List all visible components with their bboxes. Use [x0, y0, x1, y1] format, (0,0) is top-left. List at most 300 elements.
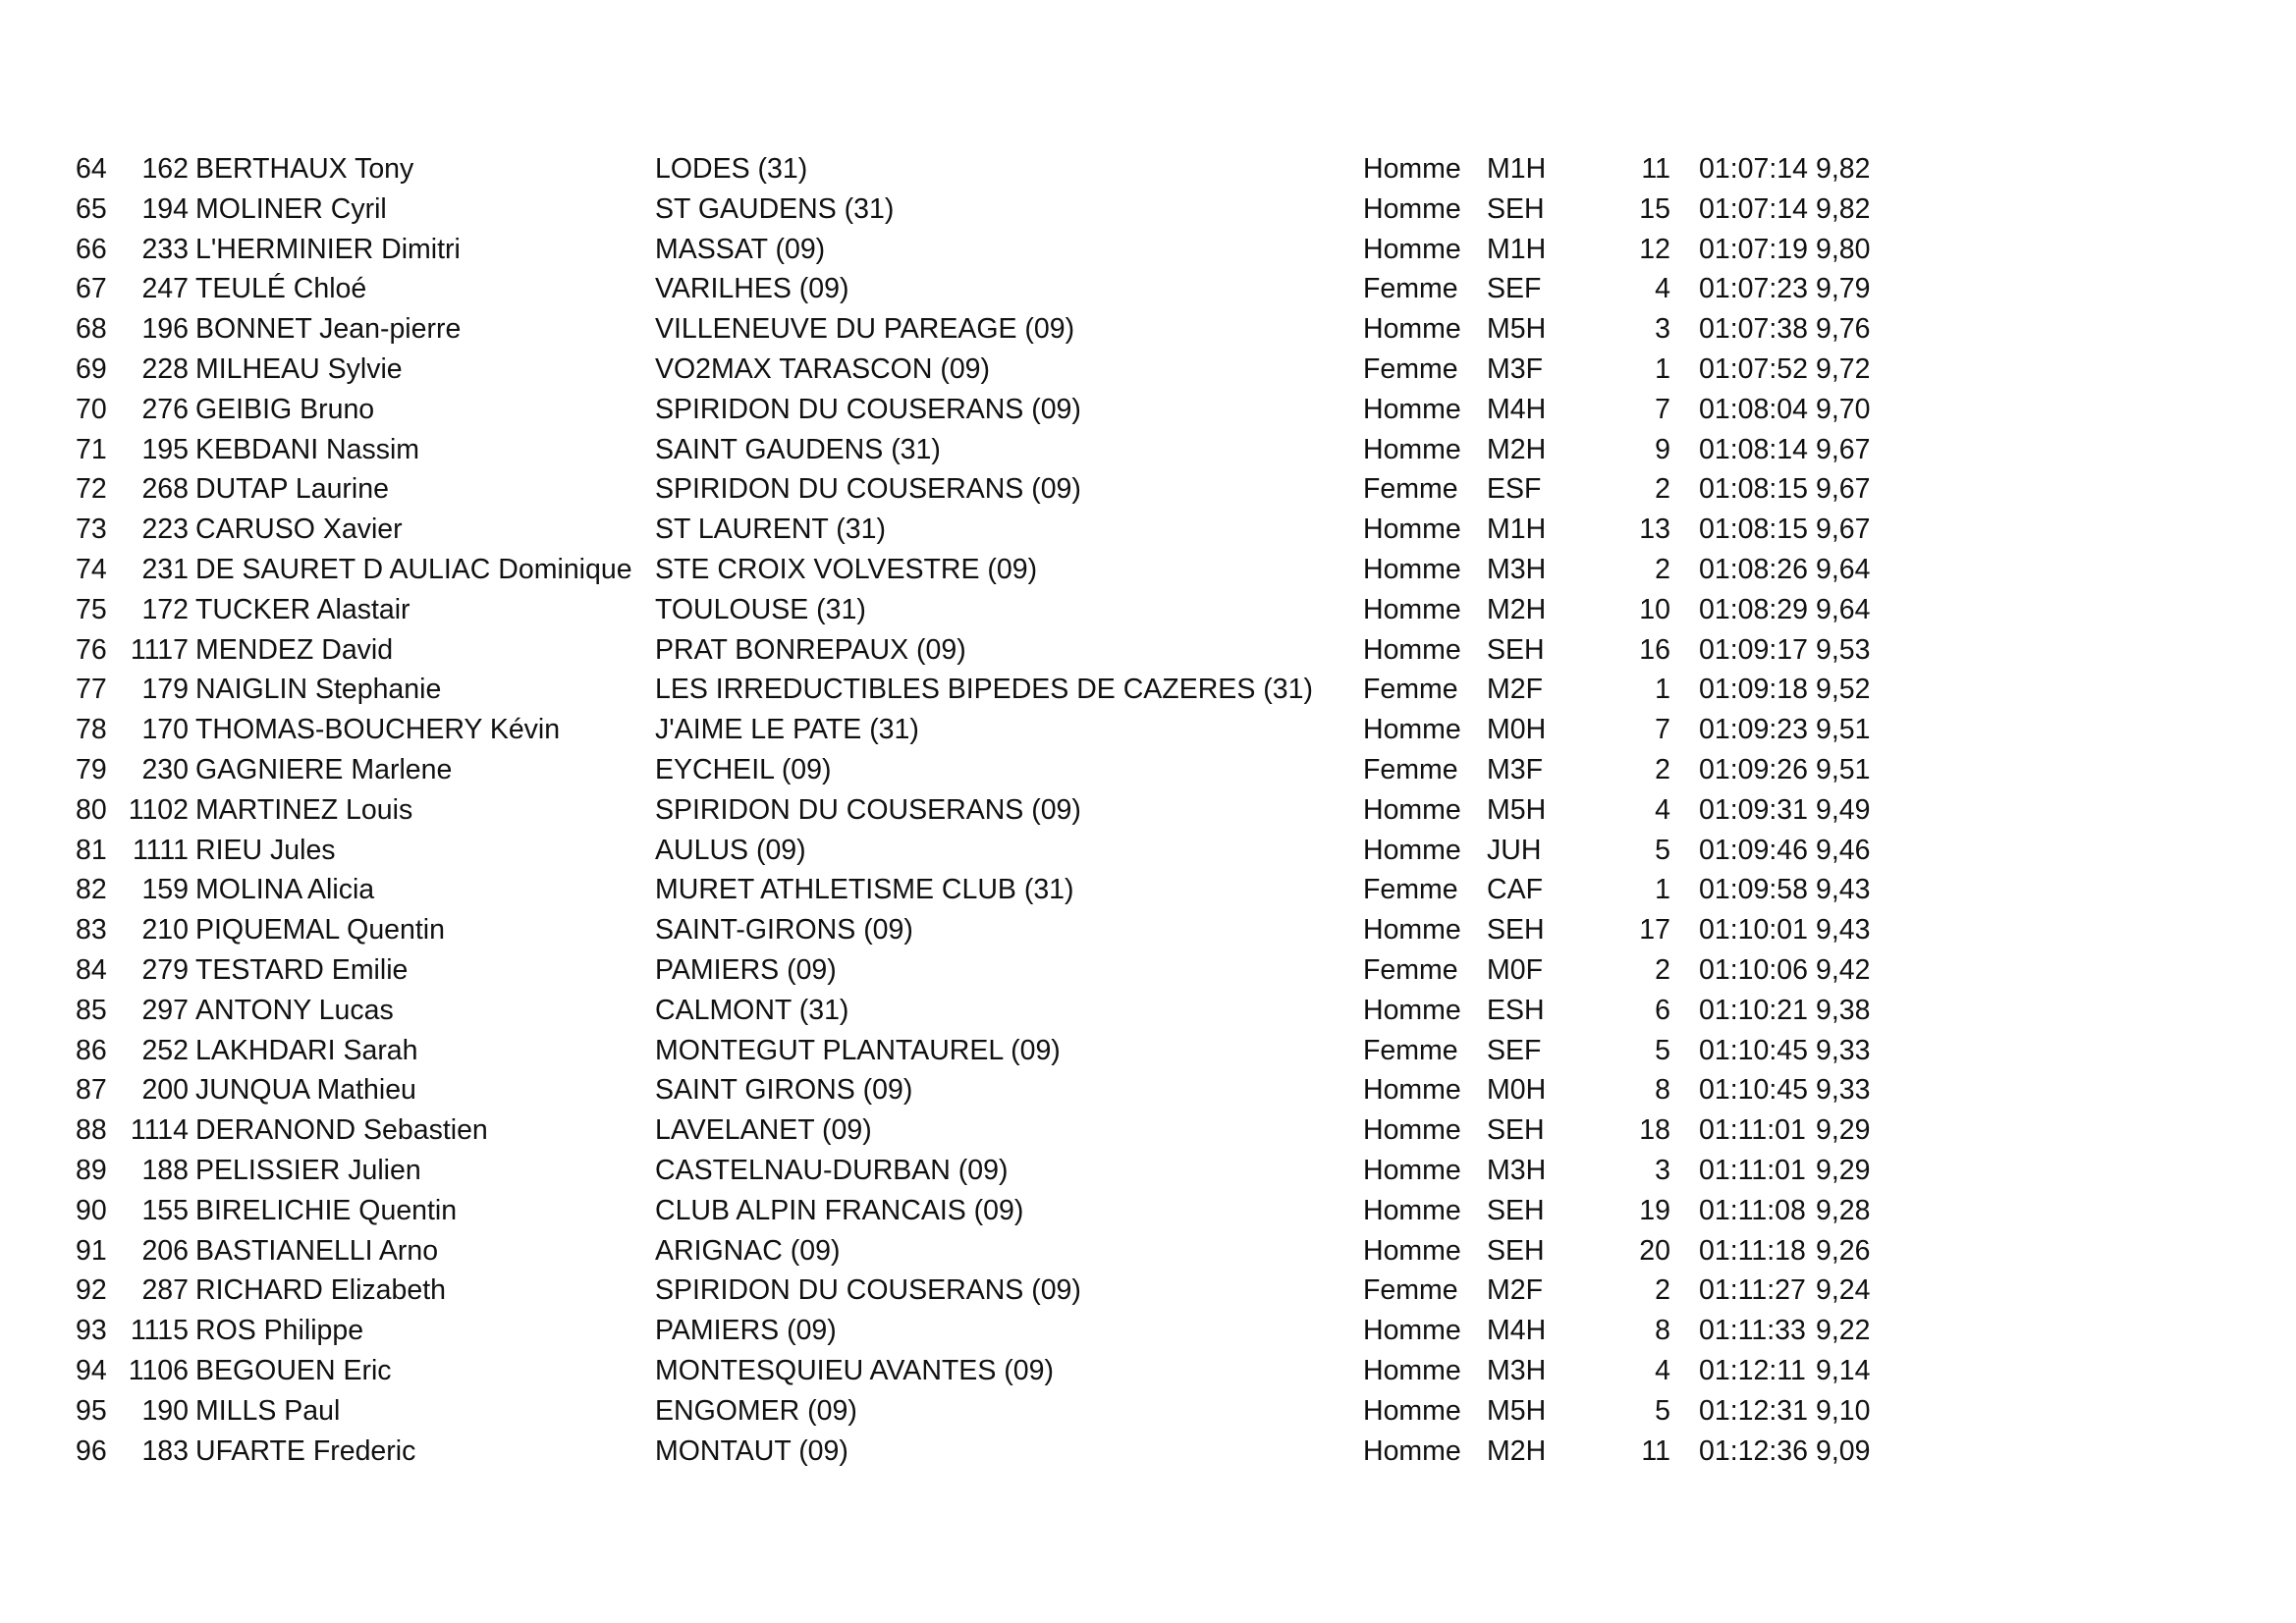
- average-speed: 9,43: [1816, 874, 1871, 906]
- sex: Homme: [1363, 1434, 1461, 1467]
- club-city: AULUS (09): [655, 834, 806, 866]
- club-city: LAVELANET (09): [655, 1114, 872, 1147]
- category: SEH: [1487, 1114, 1545, 1147]
- result-row: [0, 910, 2296, 950]
- overall-rank: 90: [76, 1194, 107, 1226]
- average-speed: 9,46: [1816, 834, 1871, 866]
- sex: Femme: [1363, 874, 1458, 906]
- runner-name: BERTHAUX Tony: [195, 153, 414, 185]
- category: M5H: [1487, 1394, 1547, 1427]
- club-city: VARILHES (09): [655, 273, 849, 305]
- bib-number: 233: [141, 233, 189, 265]
- category-rank: 12: [1639, 233, 1670, 265]
- average-speed: 9,24: [1816, 1274, 1871, 1307]
- result-row: [0, 790, 2296, 831]
- club-city: MASSAT (09): [655, 233, 826, 265]
- runner-name: GAGNIERE Marlene: [195, 753, 453, 785]
- runner-name: PIQUEMAL Quentin: [195, 914, 445, 947]
- runner-name: MILHEAU Sylvie: [195, 352, 403, 385]
- category-rank: 5: [1655, 1394, 1670, 1427]
- finish-time: 01:07:19: [1699, 233, 1808, 265]
- sex: Homme: [1363, 433, 1461, 465]
- runner-name: UFARTE Frederic: [195, 1434, 416, 1467]
- sex: Homme: [1363, 514, 1461, 546]
- bib-number: 159: [141, 874, 189, 906]
- sex: Homme: [1363, 553, 1461, 585]
- finish-time: 01:08:26: [1699, 553, 1808, 585]
- category: M0F: [1487, 953, 1543, 986]
- finish-time: 01:08:04: [1699, 393, 1808, 425]
- bib-number: 195: [141, 433, 189, 465]
- results-table: [0, 149, 2296, 1471]
- bib-number: 200: [141, 1074, 189, 1107]
- club-city: MONTESQUIEU AVANTES (09): [655, 1354, 1054, 1386]
- runner-name: TESTARD Emilie: [195, 953, 409, 986]
- result-row: [0, 510, 2296, 550]
- result-row: [0, 710, 2296, 750]
- sex: Homme: [1363, 153, 1461, 185]
- overall-rank: 91: [76, 1234, 107, 1267]
- average-speed: 9,72: [1816, 352, 1871, 385]
- finish-time: 01:08:14: [1699, 433, 1808, 465]
- runner-name: TUCKER Alastair: [195, 593, 410, 625]
- club-city: ENGOMER (09): [655, 1394, 857, 1427]
- bib-number: 179: [141, 674, 189, 706]
- club-city: SAINT GIRONS (09): [655, 1074, 913, 1107]
- average-speed: 9,79: [1816, 273, 1871, 305]
- average-speed: 9,28: [1816, 1194, 1871, 1226]
- result-row: [0, 390, 2296, 430]
- sex: Homme: [1363, 1154, 1461, 1186]
- club-city: ST LAURENT (31): [655, 514, 886, 546]
- result-row: [0, 831, 2296, 871]
- sex: Homme: [1363, 1234, 1461, 1267]
- bib-number: 276: [141, 393, 189, 425]
- category-rank: 5: [1655, 1034, 1670, 1066]
- finish-time: 01:07:14: [1699, 192, 1808, 225]
- finish-time: 01:08:29: [1699, 593, 1808, 625]
- sex: Homme: [1363, 192, 1461, 225]
- finish-time: 01:11:08: [1699, 1194, 1806, 1226]
- finish-time: 01:11:27: [1699, 1274, 1806, 1307]
- category: CAF: [1487, 874, 1543, 906]
- club-city: SPIRIDON DU COUSERANS (09): [655, 393, 1081, 425]
- bib-number: 247: [141, 273, 189, 305]
- overall-rank: 81: [76, 834, 107, 866]
- average-speed: 9,51: [1816, 753, 1871, 785]
- club-city: PRAT BONREPAUX (09): [655, 633, 966, 666]
- overall-rank: 67: [76, 273, 107, 305]
- category-rank: 8: [1655, 1074, 1670, 1107]
- finish-time: 01:07:38: [1699, 313, 1808, 346]
- club-city: SPIRIDON DU COUSERANS (09): [655, 793, 1081, 826]
- category: SEF: [1487, 273, 1542, 305]
- bib-number: 1114: [130, 1114, 189, 1147]
- sex: Homme: [1363, 1315, 1461, 1347]
- average-speed: 9,70: [1816, 393, 1871, 425]
- sex: Homme: [1363, 1074, 1461, 1107]
- runner-name: TEULÉ Chloé: [195, 273, 367, 305]
- overall-rank: 79: [76, 753, 107, 785]
- club-city: SAINT-GIRONS (09): [655, 914, 913, 947]
- category-rank: 15: [1639, 192, 1670, 225]
- finish-time: 01:10:45: [1699, 1074, 1808, 1107]
- sex: Homme: [1363, 1194, 1461, 1226]
- overall-rank: 78: [76, 714, 107, 746]
- finish-time: 01:07:23: [1699, 273, 1808, 305]
- result-row: [0, 149, 2296, 189]
- overall-rank: 68: [76, 313, 107, 346]
- overall-rank: 96: [76, 1434, 107, 1467]
- average-speed: 9,42: [1816, 953, 1871, 986]
- sex: Homme: [1363, 714, 1461, 746]
- club-city: MONTEGUT PLANTAUREL (09): [655, 1034, 1061, 1066]
- category-rank: 3: [1655, 1154, 1670, 1186]
- bib-number: 268: [141, 473, 189, 506]
- runner-name: KEBDANI Nassim: [195, 433, 420, 465]
- club-city: PAMIERS (09): [655, 953, 837, 986]
- runner-name: BASTIANELLI Arno: [195, 1234, 439, 1267]
- category: M2F: [1487, 674, 1543, 706]
- club-city: SPIRIDON DU COUSERANS (09): [655, 473, 1081, 506]
- category-rank: 4: [1655, 273, 1670, 305]
- club-city: VILLENEUVE DU PAREAGE (09): [655, 313, 1075, 346]
- result-row: [0, 469, 2296, 510]
- category-rank: 2: [1655, 553, 1670, 585]
- club-city: STE CROIX VOLVESTRE (09): [655, 553, 1038, 585]
- runner-name: JUNQUA Mathieu: [195, 1074, 416, 1107]
- finish-time: 01:11:01: [1699, 1154, 1806, 1186]
- category-rank: 9: [1655, 433, 1670, 465]
- bib-number: 196: [141, 313, 189, 346]
- sex: Femme: [1363, 753, 1458, 785]
- runner-name: LAKHDARI Sarah: [195, 1034, 418, 1066]
- finish-time: 01:10:45: [1699, 1034, 1808, 1066]
- overall-rank: 83: [76, 914, 107, 947]
- average-speed: 9,29: [1816, 1154, 1871, 1186]
- finish-time: 01:07:52: [1699, 352, 1808, 385]
- average-speed: 9,33: [1816, 1034, 1871, 1066]
- average-speed: 9,82: [1816, 192, 1871, 225]
- category-rank: 3: [1655, 313, 1670, 346]
- sex: Homme: [1363, 393, 1461, 425]
- bib-number: 1111: [132, 834, 189, 866]
- runner-name: DUTAP Laurine: [195, 473, 389, 506]
- average-speed: 9,10: [1816, 1394, 1871, 1427]
- result-row: [0, 750, 2296, 790]
- runner-name: ROS Philippe: [195, 1315, 364, 1347]
- bib-number: 1115: [130, 1315, 189, 1347]
- sex: Femme: [1363, 1034, 1458, 1066]
- finish-time: 01:09:31: [1699, 793, 1808, 826]
- category: SEH: [1487, 914, 1545, 947]
- finish-time: 01:12:31: [1699, 1394, 1808, 1427]
- category: SEH: [1487, 1234, 1545, 1267]
- category: M4H: [1487, 393, 1547, 425]
- average-speed: 9,33: [1816, 1074, 1871, 1107]
- overall-rank: 88: [76, 1114, 107, 1147]
- sex: Homme: [1363, 1114, 1461, 1147]
- overall-rank: 89: [76, 1154, 107, 1186]
- bib-number: 170: [141, 714, 189, 746]
- finish-time: 01:09:26: [1699, 753, 1808, 785]
- category-rank: 5: [1655, 834, 1670, 866]
- overall-rank: 77: [76, 674, 107, 706]
- bib-number: 231: [141, 553, 189, 585]
- runner-name: MENDEZ David: [195, 633, 394, 666]
- overall-rank: 80: [76, 793, 107, 826]
- result-row: [0, 630, 2296, 671]
- overall-rank: 64: [76, 153, 107, 185]
- category-rank: 1: [1655, 874, 1670, 906]
- category: SEH: [1487, 1194, 1545, 1226]
- finish-time: 01:12:11: [1699, 1354, 1806, 1386]
- sex: Homme: [1363, 633, 1461, 666]
- average-speed: 9,67: [1816, 514, 1871, 546]
- category-rank: 2: [1655, 953, 1670, 986]
- overall-rank: 95: [76, 1394, 107, 1427]
- average-speed: 9,67: [1816, 473, 1871, 506]
- bib-number: 162: [141, 153, 189, 185]
- average-speed: 9,29: [1816, 1114, 1871, 1147]
- result-row: [0, 1231, 2296, 1271]
- bib-number: 1117: [130, 633, 189, 666]
- average-speed: 9,22: [1816, 1315, 1871, 1347]
- runner-name: DERANOND Sebastien: [195, 1114, 488, 1147]
- club-city: CALMONT (31): [655, 994, 849, 1026]
- club-city: EYCHEIL (09): [655, 753, 832, 785]
- category-rank: 19: [1639, 1194, 1670, 1226]
- result-row: [0, 870, 2296, 910]
- sex: Homme: [1363, 1394, 1461, 1427]
- bib-number: 190: [141, 1394, 189, 1427]
- sex: Homme: [1363, 313, 1461, 346]
- average-speed: 9,43: [1816, 914, 1871, 947]
- result-row: [0, 1191, 2296, 1231]
- category-rank: 16: [1639, 633, 1670, 666]
- average-speed: 9,38: [1816, 994, 1871, 1026]
- runner-name: MOLINER Cyril: [195, 192, 387, 225]
- runner-name: NAIGLIN Stephanie: [195, 674, 442, 706]
- result-row: [0, 230, 2296, 270]
- bib-number: 155: [141, 1194, 189, 1226]
- finish-time: 01:09:17: [1699, 633, 1808, 666]
- overall-rank: 87: [76, 1074, 107, 1107]
- bib-number: 287: [141, 1274, 189, 1307]
- bib-number: 252: [141, 1034, 189, 1066]
- bib-number: 1102: [128, 793, 189, 826]
- club-city: LES IRREDUCTIBLES BIPEDES DE CAZERES (31): [655, 674, 1313, 706]
- result-row: [0, 950, 2296, 991]
- category-rank: 10: [1639, 593, 1670, 625]
- category-rank: 11: [1641, 1434, 1670, 1467]
- overall-rank: 94: [76, 1354, 107, 1386]
- club-city: ST GAUDENS (31): [655, 192, 895, 225]
- finish-time: 01:11:33: [1699, 1315, 1806, 1347]
- average-speed: 9,09: [1816, 1434, 1871, 1467]
- runner-name: BEGOUEN Eric: [195, 1354, 392, 1386]
- finish-time: 01:09:58: [1699, 874, 1808, 906]
- finish-time: 01:10:21: [1699, 994, 1808, 1026]
- bib-number: 206: [141, 1234, 189, 1267]
- bib-number: 230: [141, 753, 189, 785]
- average-speed: 9,64: [1816, 593, 1871, 625]
- average-speed: 9,76: [1816, 313, 1871, 346]
- category-rank: 7: [1655, 393, 1670, 425]
- club-city: VO2MAX TARASCON (09): [655, 352, 991, 385]
- category: M2H: [1487, 1434, 1547, 1467]
- overall-rank: 65: [76, 192, 107, 225]
- bib-number: 279: [141, 953, 189, 986]
- finish-time: 01:10:06: [1699, 953, 1808, 986]
- category: M4H: [1487, 1315, 1547, 1347]
- category: M1H: [1487, 514, 1547, 546]
- category: M3H: [1487, 1154, 1547, 1186]
- finish-time: 01:10:01: [1699, 914, 1808, 947]
- result-row: [0, 189, 2296, 230]
- bib-number: 297: [141, 994, 189, 1026]
- sex: Homme: [1363, 834, 1461, 866]
- category: M3H: [1487, 1354, 1547, 1386]
- category-rank: 6: [1655, 994, 1670, 1026]
- category: ESF: [1487, 473, 1542, 506]
- club-city: CASTELNAU-DURBAN (09): [655, 1154, 1009, 1186]
- overall-rank: 69: [76, 352, 107, 385]
- overall-rank: 71: [76, 433, 107, 465]
- result-row: [0, 1311, 2296, 1351]
- category-rank: 17: [1639, 914, 1670, 947]
- runner-name: RICHARD Elizabeth: [195, 1274, 446, 1307]
- club-city: MONTAUT (09): [655, 1434, 848, 1467]
- average-speed: 9,53: [1816, 633, 1871, 666]
- result-row: [0, 1271, 2296, 1311]
- overall-rank: 72: [76, 473, 107, 506]
- result-row: [0, 350, 2296, 390]
- sex: Femme: [1363, 352, 1458, 385]
- runner-name: MOLINA Alicia: [195, 874, 375, 906]
- finish-time: 01:07:14: [1699, 153, 1808, 185]
- result-row: [0, 430, 2296, 470]
- average-speed: 9,26: [1816, 1234, 1871, 1267]
- result-row: [0, 1070, 2296, 1110]
- result-row: [0, 1351, 2296, 1391]
- runner-name: MARTINEZ Louis: [195, 793, 413, 826]
- result-row: [0, 550, 2296, 590]
- overall-rank: 92: [76, 1274, 107, 1307]
- category: M5H: [1487, 313, 1547, 346]
- overall-rank: 76: [76, 633, 107, 666]
- category: M3F: [1487, 753, 1543, 785]
- club-city: SPIRIDON DU COUSERANS (09): [655, 1274, 1081, 1307]
- category: SEH: [1487, 192, 1545, 225]
- overall-rank: 86: [76, 1034, 107, 1066]
- finish-time: 01:09:18: [1699, 674, 1808, 706]
- result-row: [0, 1110, 2296, 1151]
- average-speed: 9,64: [1816, 553, 1871, 585]
- sex: Homme: [1363, 593, 1461, 625]
- category: M5H: [1487, 793, 1547, 826]
- category: M0H: [1487, 1074, 1547, 1107]
- category-rank: 8: [1655, 1315, 1670, 1347]
- category-rank: 2: [1655, 753, 1670, 785]
- category: M1H: [1487, 233, 1547, 265]
- category: M1H: [1487, 153, 1547, 185]
- average-speed: 9,80: [1816, 233, 1871, 265]
- result-row: [0, 590, 2296, 630]
- runner-name: GEIBIG Bruno: [195, 393, 375, 425]
- club-city: ARIGNAC (09): [655, 1234, 841, 1267]
- result-row: [0, 1031, 2296, 1071]
- average-speed: 9,49: [1816, 793, 1871, 826]
- overall-rank: 66: [76, 233, 107, 265]
- runner-name: MILLS Paul: [195, 1394, 341, 1427]
- sex: Homme: [1363, 994, 1461, 1026]
- overall-rank: 75: [76, 593, 107, 625]
- category-rank: 1: [1655, 352, 1670, 385]
- sex: Femme: [1363, 1274, 1458, 1307]
- category-rank: 2: [1655, 1274, 1670, 1307]
- finish-time: 01:09:23: [1699, 714, 1808, 746]
- overall-rank: 74: [76, 553, 107, 585]
- category: JUH: [1487, 834, 1542, 866]
- runner-name: BIRELICHIE Quentin: [195, 1194, 458, 1226]
- sex: Femme: [1363, 273, 1458, 305]
- runner-name: ANTONY Lucas: [195, 994, 394, 1026]
- category: SEH: [1487, 633, 1545, 666]
- category: ESH: [1487, 994, 1545, 1026]
- overall-rank: 85: [76, 994, 107, 1026]
- category-rank: 18: [1639, 1114, 1670, 1147]
- bib-number: 183: [141, 1434, 189, 1467]
- category: M3F: [1487, 352, 1543, 385]
- sex: Homme: [1363, 1354, 1461, 1386]
- average-speed: 9,67: [1816, 433, 1871, 465]
- overall-rank: 70: [76, 393, 107, 425]
- sex: Femme: [1363, 473, 1458, 506]
- result-row: [0, 991, 2296, 1031]
- club-city: LODES (31): [655, 153, 808, 185]
- runner-name: BONNET Jean-pierre: [195, 313, 462, 346]
- category: M2H: [1487, 433, 1547, 465]
- finish-time: 01:12:36: [1699, 1434, 1808, 1467]
- bib-number: 210: [141, 914, 189, 947]
- result-row: [0, 1151, 2296, 1191]
- runner-name: PELISSIER Julien: [195, 1154, 421, 1186]
- sex: Homme: [1363, 233, 1461, 265]
- average-speed: 9,52: [1816, 674, 1871, 706]
- finish-time: 01:08:15: [1699, 473, 1808, 506]
- sex: Femme: [1363, 674, 1458, 706]
- club-city: PAMIERS (09): [655, 1315, 837, 1347]
- category-rank: 7: [1655, 714, 1670, 746]
- sex: Femme: [1363, 953, 1458, 986]
- average-speed: 9,14: [1816, 1354, 1871, 1386]
- club-city: TOULOUSE (31): [655, 593, 866, 625]
- result-row: [0, 670, 2296, 710]
- finish-time: 01:08:15: [1699, 514, 1808, 546]
- bib-number: 194: [141, 192, 189, 225]
- club-city: MURET ATHLETISME CLUB (31): [655, 874, 1074, 906]
- result-row: [0, 269, 2296, 309]
- finish-time: 01:11:01: [1699, 1114, 1806, 1147]
- overall-rank: 82: [76, 874, 107, 906]
- overall-rank: 73: [76, 514, 107, 546]
- club-city: SAINT GAUDENS (31): [655, 433, 941, 465]
- bib-number: 228: [141, 352, 189, 385]
- bib-number: 1106: [128, 1354, 189, 1386]
- overall-rank: 84: [76, 953, 107, 986]
- category-rank: 11: [1641, 153, 1670, 185]
